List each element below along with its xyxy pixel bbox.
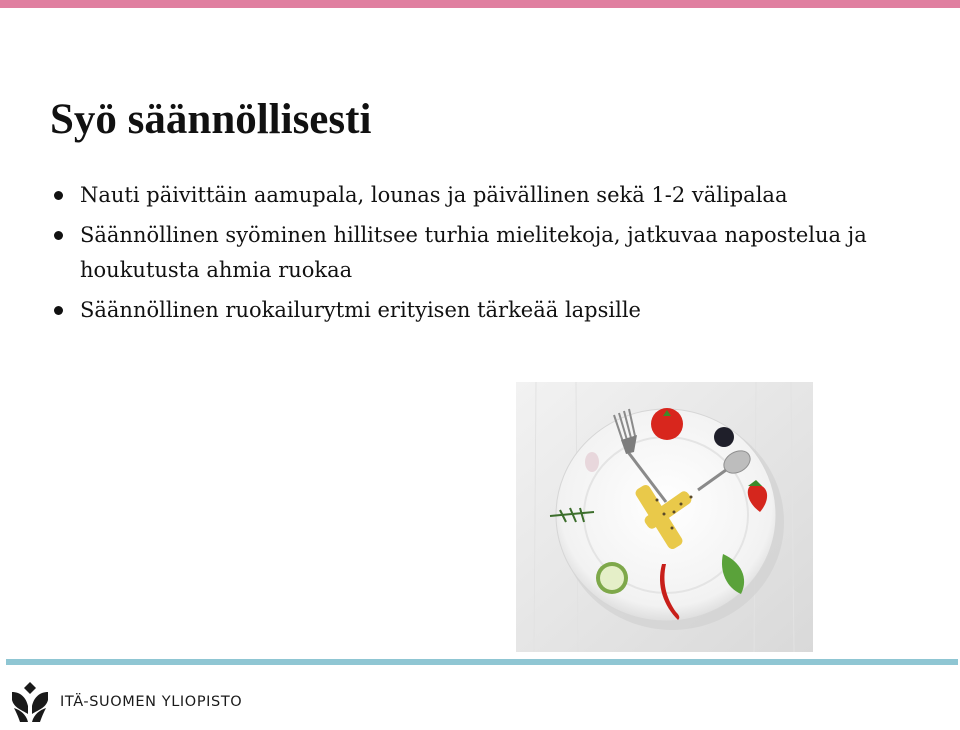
bullet-text: Säännöllinen ruokailurytmi erityisen tärkeää lapsille — [80, 298, 641, 322]
university-logo-text: ITÄ-SUOMEN YLIOPISTO — [60, 694, 243, 710]
bullet-dot-icon — [54, 231, 63, 240]
university-logo-icon — [10, 680, 50, 724]
bullet-dot-icon — [54, 191, 63, 200]
bullet-dot-icon — [54, 306, 63, 315]
bullet-item — [50, 293, 940, 328]
bullet-list — [50, 178, 940, 333]
bottom-accent-bar — [6, 659, 958, 665]
plate-clock-photo — [516, 382, 813, 652]
bullet-text: Säännöllinen syöminen hillitsee turhia mielitekoja, jatkuvaa napostelua ja houkutusta ahmia ruokaa — [80, 223, 867, 282]
bullet-item — [50, 218, 940, 288]
university-logo — [10, 680, 242, 724]
top-accent-bar — [0, 0, 960, 8]
bullet-text: Nauti päivittäin aamupala, lounas ja päivällinen sekä 1-2 välipalaa — [80, 183, 788, 207]
bullet-item — [50, 178, 940, 213]
slide-title: Syö säännöllisesti — [50, 96, 372, 143]
